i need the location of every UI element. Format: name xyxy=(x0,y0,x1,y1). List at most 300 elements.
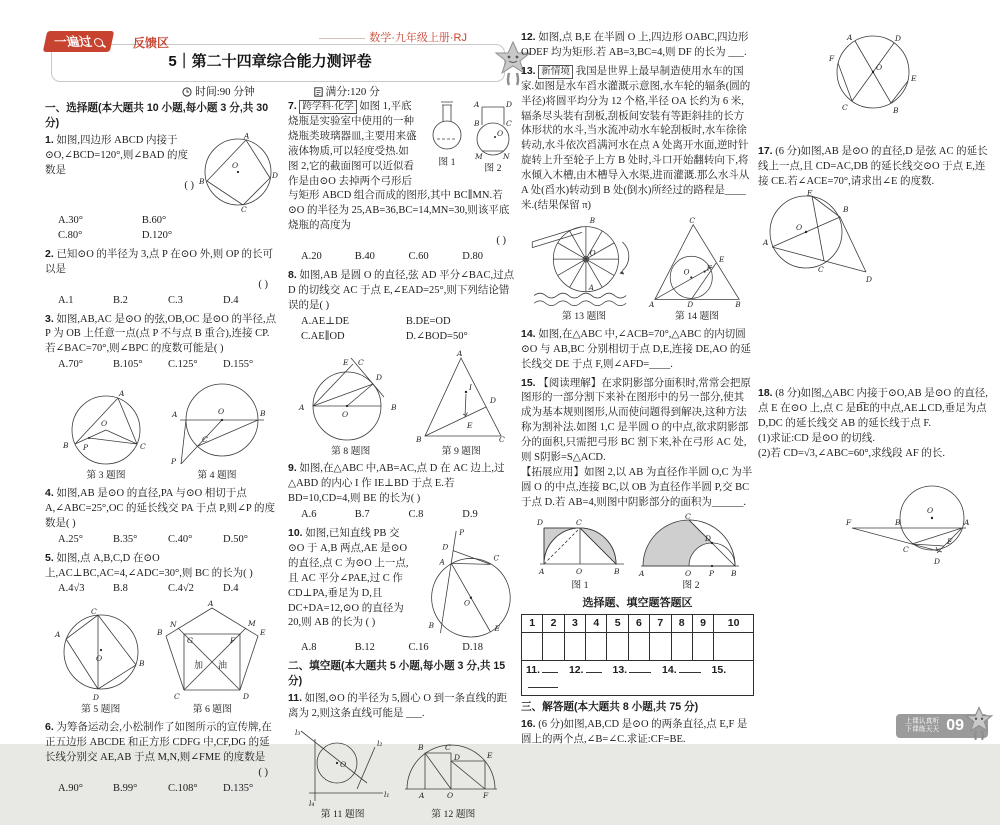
figure-box xyxy=(397,731,509,822)
figure-box xyxy=(156,600,268,717)
blank-line xyxy=(542,663,558,673)
point-label: C xyxy=(685,511,691,521)
option: B.8 xyxy=(113,583,128,595)
point-label: C xyxy=(202,435,208,445)
page-header xyxy=(45,28,517,98)
point-label: C xyxy=(689,215,695,225)
point-label: B xyxy=(843,205,849,214)
option: B.40 xyxy=(354,251,375,263)
figure-box xyxy=(295,725,391,822)
point-label: A xyxy=(588,282,594,292)
answer-area-title: 选择题、填空题答题区 xyxy=(582,596,693,609)
answer-cell xyxy=(692,633,713,661)
cross-subject-badge: 跨学科·化学 xyxy=(299,100,356,114)
option: C.125° xyxy=(168,359,198,371)
answer-paren: ( ) xyxy=(184,179,194,191)
figure-q14 xyxy=(647,217,747,309)
figure-box xyxy=(528,217,640,324)
answer-cell xyxy=(522,633,543,661)
point-label: B xyxy=(893,106,899,115)
point-label: D xyxy=(92,693,99,703)
column-1 xyxy=(45,99,278,800)
line-label: l₄ xyxy=(308,798,315,808)
point-label: B xyxy=(63,441,69,451)
point-label: O xyxy=(927,506,934,515)
point-label: F xyxy=(483,790,489,800)
question-text: 如图,在△ABC 中,∠ACB=70°,△ABC 的内切圆⊙O 与 AB,BC 分别相切于点 D,E,连接 DE,AO 的延长线交 DE 于点 F,则∠AFD=____. xyxy=(521,328,751,370)
question-5: 5. 如图,点 A,B,C,D 在⊙O 上,AC⊥BC,AC=4,∠ADC=30°,则 BC 的长为( ) A.4√3 B.8 C.4√2 D.4 xyxy=(45,551,278,598)
point-label: P xyxy=(171,457,177,467)
figure-caption: 第 8 题图 xyxy=(331,445,371,457)
point-label: F xyxy=(846,518,852,527)
figure-q6 xyxy=(156,600,268,702)
question-text: 如图,AB 是⊙O 的直径,PA 与⊙O 相切于点 A,∠ABC=25°,OC 的延长线交 PA 于点 P,则∠P 的度数是 xyxy=(45,488,275,529)
point-label: B xyxy=(157,628,163,638)
question-7: 图 1 A D B C O M N 图 2 7. 跨学科·化学 如图 1,平底烧瓶是实验室中使用的一种烧瓶类玻璃器皿,主要用来盛液体物质,可以轻度受热.如图 2,它的截面图可以近似看作是由⊙O 去掉两个弓形后与矩形 ABCD 组合而成的图形,其中 BC∥MN.若⊙O 的半径为 25,AB=36,BC=14,MN=30,则该平底烧瓶的高度为 ( ) A.20 B.40 C.60 D.80 xyxy=(288,99,516,265)
option: C.80° xyxy=(58,229,83,241)
question-text: 如图,四边形 ABCD 内接于⊙O,∠BCD=120°,则∠BAD 的度数是 xyxy=(45,135,188,176)
grid-num: 1 xyxy=(522,615,543,633)
page-footer-badge xyxy=(896,714,988,738)
figure-q17-wrap xyxy=(762,188,882,288)
question-12: 12. 如图,点 B,E 在半圆 O 上,四边形 OABC,四边形 ODEF 均为矩形.若 AB=3,BC=4,则 DF 的长为 ___. xyxy=(521,31,749,58)
question-13: 13. 新情境 我国是世界上最早制造使用水车的国家.如图是水车舀水灌溉示意图,水车轮的辐条(圆的半径)将圆平均分为 12 个格,半径 OA 长约为 6 米,辐条尽头装有刮板,刮板间安装有等距斜挂的长方体形状的水斗,当水流冲动水车轮刮板时,水车徐徐转动,水斗依次舀满河水在点 A 处离开水面,逆时针旋转上升至轮子上方 B 处时,斗口开始翻转向下,将水倾入木槽,由木槽导入水渠,进而灌溉.那么水斗从 A 处(舀水)转动到 B 处(倒水)所经过的路程是____米.(结果保留 π) xyxy=(521,64,751,211)
figure-waterwheel xyxy=(528,217,640,309)
figure-q16 xyxy=(827,30,919,120)
blank-num: 12. xyxy=(568,664,584,677)
point-label: O xyxy=(339,759,346,769)
blank-num: 15. xyxy=(711,664,727,677)
option: B.7 xyxy=(354,509,370,521)
point-label: B xyxy=(614,566,620,576)
point-label: A xyxy=(847,33,853,42)
figure-caption: 第 9 题图 xyxy=(441,445,481,457)
point-label: O xyxy=(218,407,225,417)
point-label: A xyxy=(419,790,425,800)
question-2: 2. 已知⊙O 的半径为 3,点 P 在⊙O 外,则 OP 的长可以是 ( ) A.1 B.2 C.3 D.4 xyxy=(45,247,278,309)
feedback-zone-label: 反馈区 xyxy=(133,36,170,50)
point-label: B xyxy=(138,659,145,669)
answer-cell xyxy=(607,633,628,661)
point-label: F xyxy=(829,54,835,63)
exam-meta xyxy=(45,84,517,99)
point-label: B xyxy=(390,402,397,412)
fill-blanks-row xyxy=(522,661,754,696)
point-label: D xyxy=(537,517,544,527)
figure-caption: 第 6 题图 xyxy=(192,704,232,716)
score-sheet-icon xyxy=(314,87,323,97)
answer-paren: ( ) xyxy=(496,235,506,247)
answer-cell xyxy=(650,633,671,661)
figure-row-8-9 xyxy=(288,348,516,459)
figure-box xyxy=(55,608,147,717)
figure-q18-wrap xyxy=(846,482,976,576)
point-label: A xyxy=(208,599,214,609)
option: B.DE=OD xyxy=(405,315,451,327)
point-label: N xyxy=(170,620,177,630)
point-label: O xyxy=(589,248,596,258)
question-9: 9. 如图,在△ABC 中,AB=AC,点 D 在 AC 边上,过△ABD 的内心 I 作 IE⊥BD 于点 E.若 BD=10,CD=4,则 BE 的长为( ) A.6 B.7 C.8 D.9 xyxy=(288,461,516,523)
option: D.120° xyxy=(141,229,173,241)
point-label: D xyxy=(705,533,712,543)
brand-logo xyxy=(43,31,114,52)
figure-q8 xyxy=(295,358,407,444)
figure-group-q7 xyxy=(422,99,516,176)
point-label: E xyxy=(487,750,493,760)
clock-icon xyxy=(182,87,192,97)
answer-grid-numbers xyxy=(522,615,754,633)
question-16: 16. (6 分)如图,AB,CD 是⊙O 的两条直径,点 E,F 是圆上的两个点,∠B=∠C.求证:CF=BE. xyxy=(521,718,748,745)
question-text: (8 分)如图,△ABC 内接于⊙O,AB 是⊙O 的直径,点 E 在⊙O 上,点 C 是B͡E的中点,AE⊥CD,垂足为点 D,DC 的延长线交 AB 的延长线于点 F. xyxy=(758,388,988,429)
figure-caption: 第 3 题图 xyxy=(86,470,126,482)
reading-comprehension-text: 【阅读理解】在求阴影部分面积时,常常会把原图形的一部分割下来补在图形中的另一部分,使其成为基本规则图形,从而使问题得到解决,这种方法称为割补法.如图 1,C 是半圆 O 的中点,欲求阴影部分的面积,只需把弓形 BC 割下来,补在弓形 AC 处,则 S阴影=S△ACD. xyxy=(521,377,751,464)
figure-caption: 第 11 题图 xyxy=(320,808,365,820)
figure-row-11-12 xyxy=(288,725,516,822)
point-label: B xyxy=(416,434,422,444)
point-label: A xyxy=(439,557,445,567)
figure-row-15 xyxy=(521,511,754,593)
option: A.6 xyxy=(301,509,317,521)
point-label: A xyxy=(964,518,970,527)
point-label: D xyxy=(375,372,382,382)
figure-box xyxy=(470,99,516,176)
point-label: C xyxy=(499,434,506,444)
answer-cell xyxy=(586,633,607,661)
edition-label: 数学·九年级上册·RJ xyxy=(319,29,467,45)
blank-num: 13. xyxy=(612,664,628,677)
option: C.16 xyxy=(408,642,429,654)
subquestion-2: (2)若 CD=√3,∠ABC=60°,求线段 AF 的长. xyxy=(758,447,945,459)
grid-num: 9 xyxy=(692,615,713,633)
question-4: 4. 如图,AB 是⊙O 的直径,PA 与⊙O 相切于点 A,∠ABC=25°,OC 的延长线交 PA 于点 P,则∠P 的度数是( ) A.25° B.35° C.40° D.50° xyxy=(45,486,278,548)
question-text: 如图,点 A,B,C,D 在⊙O 上,AC⊥BC,AC=4,∠ADC=30°,则 BC 的长为 xyxy=(45,552,244,579)
option: A.90° xyxy=(58,782,83,794)
point-label: D xyxy=(506,100,513,109)
figure-caption: 图 1 xyxy=(438,157,456,168)
answer-cell xyxy=(714,633,754,661)
question-3: 3. 如图,AB,AC 是⊙O 的弦,OB,OC 是⊙O 的半径,点 P 为 OB 上任意一点(点 P 不与点 B 重合),连接 CP.若∠BAC=70°,则∠BPC 的度数可能是( ) A.70° B.105° C.125° D.155° xyxy=(45,312,278,374)
question-text: 如图,⊙O 的半径为 5,圆心 O 到一条直线的距离为 2,则这条直线可能是 ___. xyxy=(288,693,508,719)
subquestion-1: (1)求证:CD 是⊙O 的切线. xyxy=(758,432,876,444)
point-label: D xyxy=(934,557,941,566)
answer-paren: ( ) xyxy=(258,278,268,290)
point-label: O xyxy=(232,161,239,171)
option: B.35° xyxy=(113,533,138,545)
figure-caption: 图 1 xyxy=(571,579,589,591)
point-label: C xyxy=(445,742,452,752)
figure-box xyxy=(413,348,509,459)
figure-box xyxy=(167,376,267,483)
grid-num: 7 xyxy=(650,615,671,633)
question-17: 17. (6 分)如图,AB 是⊙O 的直径,D 是弦 AC 的延长线上一点,且 CD=AC,DB 的延长线交⊙O 于点 E,连接 CE.若∠ACE=70°,请求出∠E 的度数. xyxy=(758,145,988,187)
option: C.108° xyxy=(168,782,198,794)
options xyxy=(288,508,516,523)
point-label: B xyxy=(260,409,266,419)
banner-text: 油 xyxy=(218,661,228,672)
option: D.4 xyxy=(223,583,239,595)
point-label: O xyxy=(796,223,803,232)
figure-box xyxy=(56,388,156,483)
point-label: F xyxy=(706,263,712,273)
point-label: C xyxy=(357,357,364,367)
question-text: 如图,点 B,E 在半圆 O 上,四边形 OABC,四边形 ODEF 均为矩形.若 AB=3,BC=4,则 DF 的长为 ___. xyxy=(521,32,749,58)
option: D.50° xyxy=(223,533,248,545)
options xyxy=(45,358,278,373)
point-label: A xyxy=(298,402,305,412)
option: D.4 xyxy=(223,294,239,306)
blank-line xyxy=(528,678,558,688)
column-2 xyxy=(288,99,516,825)
option: A.20 xyxy=(301,251,322,263)
point-label: E xyxy=(467,420,473,430)
point-label: C xyxy=(506,119,512,128)
answer-paren: ( ) xyxy=(365,617,376,629)
question-text: (6 分)如图,AB,CD 是⊙O 的两条直径,点 E,F 是圆上的两个点,∠B=∠C.求证:CF=BE. xyxy=(521,719,748,745)
option: C.AE∥OD xyxy=(301,330,345,342)
options xyxy=(288,641,516,656)
blank-line xyxy=(586,663,602,673)
question-text: (6 分)如图,AB 是⊙O 的直径,D 是弦 AC 的延长线上一点,且 CD=AC,DB 的延长线交⊙O 于点 E,连接 CE.若∠ACE=70°,请求出∠E 的度数. xyxy=(758,146,988,187)
options xyxy=(288,315,511,345)
point-label: B xyxy=(428,621,435,631)
banner-text: 加 xyxy=(194,661,204,672)
options xyxy=(288,250,516,265)
point-label: O xyxy=(497,129,504,138)
option: A.4√3 xyxy=(58,583,85,595)
point-label: A xyxy=(119,389,125,399)
option: C.60 xyxy=(408,251,429,263)
point-label: A xyxy=(539,566,545,576)
question-10: P D A C O B E 10. 如图,已知直线 PB 交⊙O 于 A,B 两点,AE 是⊙O 的直径,点 C 为⊙O 上一点,且 AC 平分∠PAE,过 C 作 CD⊥PA,垂足为 D,且 DC+DA=12,⊙O 的直径为 20,则 AB 的长为 ( ) A.8 B.12 C.16 D.18 xyxy=(288,526,516,656)
figure-caption: 第 4 题图 xyxy=(197,470,237,482)
point-label: N xyxy=(503,152,510,161)
figure-q1 xyxy=(198,131,279,215)
point-label: B xyxy=(199,177,205,187)
option: D.∠BOD=50° xyxy=(405,330,468,342)
point-label: O xyxy=(683,267,690,277)
question-text: 如图,已知直线 PB 交⊙O 于 A,B 两点,AE 是⊙O 的直径,点 C 为⊙O 上一点,且 AC 平分∠PAE,过 C 作 CD⊥PA,垂足为 D,且 DC+DA=12,⊙O 的直径为 20,则 AB 的长为 xyxy=(288,528,409,629)
time-item: 时间:90 分钟 xyxy=(182,86,255,98)
options xyxy=(45,214,226,244)
point-label: B xyxy=(731,568,737,578)
figure-caption: 第 12 题图 xyxy=(431,808,476,820)
score-item: 满分:120 分 xyxy=(314,86,380,98)
grid-num: 8 xyxy=(671,615,692,633)
question-text: 如图,AB,AC 是⊙O 的弦,OB,OC 是⊙O 的半径,点 P 为 OB 上任意一点(点 P 不与点 B 重合),连接 CP.若∠BAC=70°,则∠BPC 的度数可能是 xyxy=(45,313,277,355)
line-label: l₁ xyxy=(383,789,390,799)
option: C.4√2 xyxy=(168,583,194,595)
point-label: A xyxy=(172,410,178,420)
answer-cell xyxy=(671,633,692,661)
options xyxy=(45,582,278,597)
question-14: 14. 如图,在△ABC 中,∠ACB=70°,△ABC 的内切圆⊙O 与 AB,BC 分别相切于点 D,E,连接 DE,AO 的延长线交 DE 于点 F,则∠AFD=____. xyxy=(521,327,751,370)
section-blank: 二、填空题(本大题共 5 小题,每小题 3 分,共 15 分) xyxy=(288,659,506,687)
point-label: O xyxy=(576,566,583,576)
page-title: 5｜第二十四章综合能力测评卷 xyxy=(168,53,372,70)
figure-box xyxy=(532,514,628,593)
point-label: C xyxy=(903,545,909,554)
figure-caption: 第 14 题图 xyxy=(674,310,720,322)
point-label: D xyxy=(272,171,279,181)
options xyxy=(45,533,278,548)
footer-slogan: 上课认真听 下课练天天 xyxy=(905,717,940,733)
option: A.25° xyxy=(58,533,83,545)
option: A.8 xyxy=(301,642,317,654)
grid-num: 5 xyxy=(607,615,628,633)
column-4 xyxy=(758,30,988,730)
point-label: O xyxy=(95,654,102,664)
point-label: I xyxy=(469,382,473,392)
option: C.8 xyxy=(408,509,424,521)
point-label: A xyxy=(244,131,250,141)
page-number: 09 xyxy=(946,717,964,734)
question-8: 8. 如图,AB 是圆 O 的直径,弦 AD 平分∠BAC,过点 D 的切线交 AC 于点 E,∠EAD=25°,则下列结论错误的是( ) A.AE⊥DE B.DE=OD C.AE∥OD D.∠BOD=50° xyxy=(288,268,516,345)
figure-q9 xyxy=(413,348,509,444)
figure-flask-section xyxy=(470,99,516,161)
point-label: O xyxy=(447,790,454,800)
figure-q16-wrap xyxy=(758,30,988,126)
point-label: A xyxy=(649,299,655,309)
section-choice: 一、选择题(本大题共 10 小题,每小题 3 分,共 30 分) xyxy=(45,102,269,130)
figure-15-1 xyxy=(532,514,628,578)
grid-num: 10 xyxy=(714,615,754,633)
point-label: E xyxy=(342,357,349,367)
point-label: A xyxy=(457,348,463,358)
question-6: 6. 为筹备运动会,小松制作了如图所示的宣传牌,在正五边形 ABCDE 和正方形 CDFG 中,CF,DG 的延长线分别交 AE,AB 于点 M,N,则∠FME 的度数是 ( ) A.90° B.99° C.108° D.135° xyxy=(45,720,278,797)
point-label: M xyxy=(248,619,256,629)
point-label: D xyxy=(895,34,902,43)
grid-num: 3 xyxy=(564,615,585,633)
answer-grid-cells xyxy=(522,633,754,661)
point-label: E xyxy=(719,254,725,264)
column-3 xyxy=(521,30,754,751)
answer-paren: ( ) xyxy=(66,517,76,529)
figure-q12 xyxy=(397,731,509,807)
option: B.99° xyxy=(113,782,138,794)
point-label: D xyxy=(866,275,873,284)
option: B.2 xyxy=(113,294,128,306)
point-label: E xyxy=(911,74,917,83)
figure-row-13-14 xyxy=(521,217,754,324)
option: D.80 xyxy=(462,251,483,263)
grid-num: 2 xyxy=(543,615,564,633)
point-label: B xyxy=(418,742,424,752)
point-label: O xyxy=(341,409,348,419)
answer-paren: ( ) xyxy=(319,299,330,311)
question-18: 18. (8 分)如图,△ABC 内接于⊙O,AB 是⊙O 的直径,点 E 在⊙O 上,点 C 是B͡E的中点,AE⊥CD,垂足为点 D,DC 的延长线交 AB 的延长线于点 F. (1)求证:CD 是⊙O 的切线. (2)若 CD=√3,∠ABC=60°,求线段 AF 的长. xyxy=(758,386,988,462)
option: B.60° xyxy=(141,215,167,227)
point-label: C xyxy=(576,517,582,527)
option: D.135° xyxy=(223,782,254,794)
point-label: C xyxy=(241,205,247,215)
question-text: 如图 1,平底烧瓶是实验室中使用的一种烧瓶类玻璃器皿,主要用来盛液体物质,可以轻度受热.如图 2,它的截面图可以近似看作是由⊙O 去掉两个弓形后与矩形 ABCD 组合而成的图形,其中 BC∥MN.若⊙O 的半径为 25,AB=36,BC=14,MN=30,则该平底烧瓶的高度为 xyxy=(288,101,510,232)
point-label: B xyxy=(589,215,596,225)
figure-q3 xyxy=(56,388,156,468)
point-label: D xyxy=(490,395,497,405)
point-label: D xyxy=(687,299,694,309)
new-context-badge: 新情境 xyxy=(538,65,573,79)
figure-box xyxy=(647,217,747,324)
answer-paren: ( ) xyxy=(258,767,268,778)
blank-line xyxy=(629,663,651,673)
answer-cell xyxy=(628,633,649,661)
magnifier-icon xyxy=(93,38,104,47)
point-label: D xyxy=(442,542,449,552)
answer-cell xyxy=(564,633,585,661)
answer-paren: ( ) xyxy=(243,567,253,579)
figure-box xyxy=(429,99,465,176)
point-label: B xyxy=(735,299,741,309)
divider-line xyxy=(319,38,365,39)
option: C.40° xyxy=(168,533,193,545)
figure-15-2 xyxy=(639,511,743,578)
option: C.3 xyxy=(168,294,183,306)
figure-row-3-4 xyxy=(45,376,278,483)
figure-caption: 第 5 题图 xyxy=(81,704,121,716)
figure-q11 xyxy=(295,725,391,807)
point-label: B xyxy=(474,119,480,128)
line-label: l₃ xyxy=(294,727,301,737)
answer-grid-blanks xyxy=(522,661,754,696)
figure-caption: 图 2 xyxy=(484,163,502,174)
blank-line xyxy=(679,663,701,673)
question-15: 15. 【阅读理解】在求阴影部分面积时,常常会把原图形的一部分割下来补在图形中的另一部分,使其成为基本规则图形,从而使问题得到解决,这种方法称为割补法.如图 1,C 是半圆 O 的中点,欲求阴影部分的面积,只需把弓形 BC 割下来,补在弓形 AC 处,则 S阴影=S△ACD. 【拓展应用】如图 2,以 AB 为直径作半圆 O,C 为半圆 O 的中点,连接 BC,以 OB 为直径作半圆 P,交 BC 于点 D.若 AB=4,则图中阴影部分的面积为______. xyxy=(521,376,754,511)
point-label: P xyxy=(459,527,465,537)
point-label: E xyxy=(947,537,953,546)
figure-q4 xyxy=(167,376,267,468)
point-label: C xyxy=(842,103,848,112)
question-text: 为筹备运动会,小松制作了如图所示的宣传牌,在正五边形 ABCDE 和正方形 CDFG 中,CF,DG 的延长线分别交 AE,AB 于点 M,N,则∠FME 的度数是 xyxy=(45,722,272,764)
figure-q5 xyxy=(55,608,147,702)
point-label: M xyxy=(475,152,483,161)
option: D.9 xyxy=(462,509,478,521)
figure-box xyxy=(295,358,407,459)
question-1: A B C D O 1. 如图,四边形 ABCD 内接于⊙O,∠BCD=120°,则∠BAD 的度数是 ( ) A.30° B.60° C.80° D.120° xyxy=(45,133,278,244)
figure-caption: 图 2 xyxy=(682,579,700,591)
figure-q17 xyxy=(762,188,874,288)
question-11: 11. 如图,⊙O 的半径为 5,圆心 O 到一条直线的距离为 2,则这条直线可能是 ___. xyxy=(288,692,508,719)
brand-text: 一遍过 xyxy=(52,35,94,49)
option: B.105° xyxy=(113,359,143,371)
grid-num: 6 xyxy=(628,615,649,633)
figure-caption: 第 13 题图 xyxy=(561,310,607,322)
point-label: E xyxy=(807,188,813,198)
point-label: D xyxy=(243,692,250,702)
option: D.155° xyxy=(223,359,254,371)
point-label: D xyxy=(454,752,461,762)
option: A.30° xyxy=(58,215,83,227)
answer-grid xyxy=(521,614,754,696)
blank-num: 11. xyxy=(526,664,541,677)
options xyxy=(45,782,278,797)
blank-num: 14. xyxy=(662,664,677,677)
figure-box xyxy=(639,511,743,593)
point-label: P xyxy=(83,443,89,453)
figure-flask xyxy=(429,99,465,155)
point-label: O xyxy=(876,63,883,72)
options xyxy=(45,294,278,309)
option: A.70° xyxy=(58,359,83,371)
answer-cell xyxy=(543,633,564,661)
point-label: C xyxy=(818,265,824,274)
point-label: O xyxy=(464,598,471,608)
line-label: l₂ xyxy=(376,738,383,748)
option: B.12 xyxy=(354,642,375,654)
question-text: 如图,在△ABC 中,AB=AC,点 D 在 AC 边上,过△ABD 的内心 I 作 IE⊥BD 于点 E.若 BD=10,CD=4,则 BE 的长为 xyxy=(288,463,505,505)
question-text: 如图,AB 是圆 O 的直径,弦 AD 平分∠BAC,过点 D 的切线交 AC 于点 E,∠EAD=25°,则下列结论错误的是 xyxy=(288,269,515,311)
point-label: A xyxy=(54,630,61,640)
point-label: O xyxy=(685,568,692,578)
